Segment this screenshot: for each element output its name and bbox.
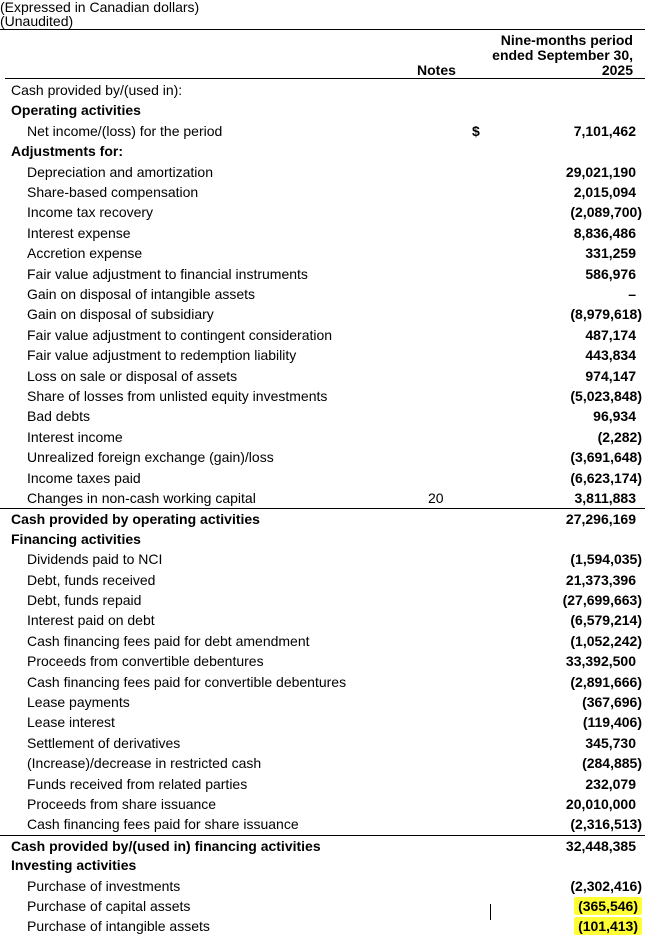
table-row xyxy=(0,774,645,794)
row-value: – xyxy=(628,286,636,302)
table-row xyxy=(0,243,645,263)
row-value: (3,691,648) xyxy=(570,449,642,466)
table-row xyxy=(0,549,645,569)
table-row xyxy=(0,631,645,651)
row-value: 2,015,094 xyxy=(573,184,636,200)
row-label: Gain on disposal of subsidiary xyxy=(27,306,214,323)
row-label: Income taxes paid xyxy=(27,469,141,486)
row-value: 487,174 xyxy=(585,326,636,343)
row-label: Changes in non-cash working capital xyxy=(27,490,256,506)
table-row xyxy=(0,712,645,732)
row-label: Income tax recovery xyxy=(27,204,154,221)
table-row xyxy=(0,284,645,304)
row-value: 586,976 xyxy=(585,265,636,282)
table-row xyxy=(0,223,645,243)
row-label: Loss on sale or disposal of assets xyxy=(27,367,238,384)
notes-column-heading: Notes xyxy=(417,62,456,78)
row-value: 33,392,500 xyxy=(565,653,636,670)
row-label: Lease payments xyxy=(27,694,130,710)
row-label: Operating activities xyxy=(11,102,141,119)
row-label: Purchase of intangible assets xyxy=(27,918,210,935)
row-note: 20 xyxy=(428,490,444,506)
highlighted-value: (365,546) xyxy=(574,897,642,915)
table-row xyxy=(0,386,645,406)
row-value: (5,023,848) xyxy=(570,388,642,404)
row-label: Gain on disposal of intangible assets xyxy=(27,286,256,302)
row-value: 29,021,190 xyxy=(565,163,636,180)
table-row xyxy=(0,651,645,671)
section-heading-row xyxy=(0,855,645,875)
row-label: Interest expense xyxy=(27,224,131,241)
row-label: Proceeds from share issuance xyxy=(27,796,217,812)
row-label: Fair value adjustment to financial instruments xyxy=(27,265,308,282)
row-label: Debt, funds received xyxy=(27,571,156,588)
row-label: Unrealized foreign exchange (gain)/loss xyxy=(27,449,274,466)
row-value: 27,296,169 xyxy=(565,511,636,528)
row-value: (2,316,513) xyxy=(570,816,642,833)
period-column-heading: Nine-months period ended September 30, 2025 xyxy=(492,32,633,78)
row-label: Purchase of capital assets xyxy=(27,898,191,914)
table-row xyxy=(0,121,645,141)
total-row xyxy=(0,835,645,856)
row-label: Depreciation and amortization xyxy=(27,163,213,180)
section-heading-row xyxy=(0,80,645,100)
row-value: (1,052,242) xyxy=(570,632,642,649)
row-label: Share of losses from unlisted equity investments xyxy=(27,388,328,404)
table-row xyxy=(0,406,645,426)
section-heading-row xyxy=(0,100,645,120)
table-row xyxy=(0,794,645,814)
table-row xyxy=(0,753,645,773)
table-row xyxy=(0,488,645,508)
row-label: Cash financing fees paid for debt amendment xyxy=(27,632,310,649)
table-row xyxy=(0,692,645,712)
table-row xyxy=(0,345,645,365)
row-value: 3,811,883 xyxy=(574,490,636,506)
row-label: Bad debts xyxy=(27,408,91,425)
row-value: (2,282) xyxy=(597,428,642,445)
section-heading-row xyxy=(0,529,645,549)
row-value: (6,579,214) xyxy=(570,612,642,629)
row-value: (6,623,174) xyxy=(570,469,642,486)
row-value: 974,147 xyxy=(585,367,636,384)
highlighted-value: (101,413) xyxy=(574,917,642,935)
row-label: Settlement of derivatives xyxy=(27,734,181,751)
table-row xyxy=(0,570,645,590)
currency-symbol: $ xyxy=(472,122,480,139)
row-label: Investing activities xyxy=(11,857,137,874)
row-value: 443,834 xyxy=(585,347,636,364)
row-value: (27,699,663) xyxy=(562,592,642,608)
row-value: 232,079 xyxy=(585,775,636,792)
table-row xyxy=(0,733,645,753)
row-value xyxy=(574,896,642,916)
row-label: Cash financing fees paid for convertible debentures xyxy=(27,673,347,690)
table-row xyxy=(0,202,645,222)
row-value: (2,891,666) xyxy=(570,673,642,690)
table-row xyxy=(0,610,645,630)
row-value: 8,836,486 xyxy=(573,224,636,241)
table-row xyxy=(0,182,645,202)
total-row xyxy=(0,508,645,529)
row-label: Cash financing fees paid for share issuance xyxy=(27,816,299,833)
row-value xyxy=(574,916,642,936)
row-value: 331,259 xyxy=(585,245,636,262)
table-row xyxy=(0,672,645,692)
table-row xyxy=(0,916,645,936)
row-label: Debt, funds repaid xyxy=(27,592,142,608)
table-row xyxy=(0,162,645,182)
row-label: Share-based compensation xyxy=(27,184,199,200)
table-row xyxy=(0,427,645,447)
row-label: Purchase of investments xyxy=(27,877,181,894)
header-divider xyxy=(0,29,645,30)
row-label: Dividends paid to NCI xyxy=(27,551,163,568)
table-row xyxy=(0,264,645,284)
row-label: Funds received from related parties xyxy=(27,775,248,792)
row-value: (1,594,035) xyxy=(570,551,642,568)
row-label: Cash provided by operating activities xyxy=(11,511,260,528)
row-value: (8,979,618) xyxy=(570,306,642,323)
table-row xyxy=(0,896,645,916)
row-value: 96,934 xyxy=(593,408,636,425)
statement-header-unaudited: (Unaudited) xyxy=(0,13,74,29)
row-label: Interest paid on debt xyxy=(27,612,155,629)
section-heading-row xyxy=(0,141,645,161)
row-value: 32,448,385 xyxy=(565,837,636,854)
row-label: Cash provided by/(used in): xyxy=(11,82,183,98)
row-label: Adjustments for: xyxy=(11,143,123,160)
row-label: Proceeds from convertible debentures xyxy=(27,653,264,670)
table-row xyxy=(0,468,645,488)
row-value: (119,406) xyxy=(582,714,642,731)
row-label: Net income/(loss) for the period xyxy=(27,122,223,139)
row-label: (Increase)/decrease in restricted cash xyxy=(27,755,262,772)
row-value: (2,089,700) xyxy=(570,204,642,221)
table-row xyxy=(0,814,645,834)
row-value: 7,101,462 xyxy=(573,122,636,139)
column-heading-divider xyxy=(5,78,645,79)
table-row xyxy=(0,447,645,467)
table-row xyxy=(0,304,645,324)
text-cursor xyxy=(490,904,491,920)
statement-header-currency: (Expressed in Canadian dollars) xyxy=(0,0,200,15)
table-row xyxy=(0,325,645,345)
row-label: Financing activities xyxy=(11,530,141,547)
row-value: (2,302,416) xyxy=(570,877,642,894)
row-label: Interest income xyxy=(27,428,123,445)
row-label: Fair value adjustment to redemption liability xyxy=(27,347,297,364)
row-label: Fair value adjustment to contingent consideration xyxy=(27,326,333,343)
table-row xyxy=(0,876,645,896)
row-label: Accretion expense xyxy=(27,245,143,262)
row-label: Lease interest xyxy=(27,714,115,731)
row-value: 345,730 xyxy=(585,734,636,751)
table-row xyxy=(0,590,645,610)
row-label: Cash provided by/(used in) financing activities xyxy=(11,837,321,854)
row-value: 20,010,000 xyxy=(565,796,636,812)
row-value: (284,885) xyxy=(582,755,642,772)
row-value: (367,696) xyxy=(582,694,642,710)
table-row xyxy=(0,366,645,386)
row-value: 21,373,396 xyxy=(565,571,636,588)
